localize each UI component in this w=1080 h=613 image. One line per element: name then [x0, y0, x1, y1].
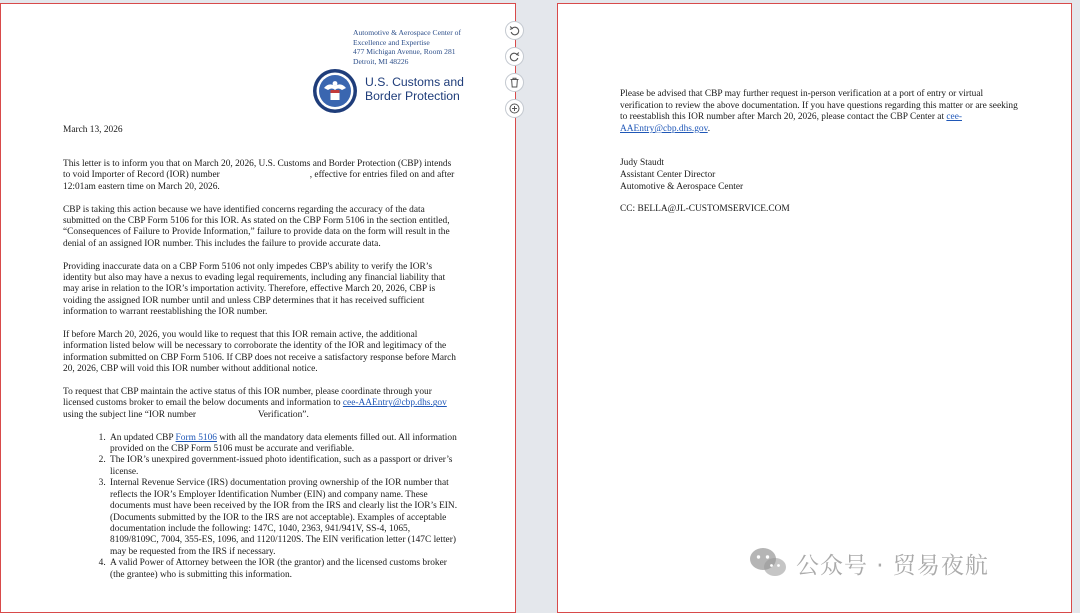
watermark-text: 公众号 · 贸易夜航 — [796, 552, 989, 579]
watermark — [748, 545, 989, 581]
paragraph-text: . — [707, 123, 711, 134]
page-toolbar — [505, 21, 527, 125]
list-item: 2. The IOR’s unexpired government-issued photo identification, such as a passport or driver’s license. — [108, 455, 458, 478]
requirements-list — [63, 433, 458, 581]
rotate-right-button[interactable] — [505, 47, 524, 66]
agency-name-line: Border Protection — [365, 88, 460, 103]
address-line: Automotive & Aerospace Center of — [353, 28, 461, 37]
paragraph-text: using the subject line “IOR number — [63, 409, 197, 420]
trash-icon — [509, 77, 520, 88]
paragraph-text: This letter is to inform you that on March 20, 2026, U.S. Customs and Border Protection (CBP) intends to void Importer of Record (IOR) number — [63, 159, 452, 181]
paragraph-text: To request that CBP maintain the active status of this IOR number, please coordinate through your licensed customs broker to email the below documents and information to — [63, 387, 432, 409]
paragraph-text: Verification”. — [258, 409, 309, 420]
wechat-icon — [748, 546, 788, 580]
letter-body — [63, 159, 458, 581]
email-link[interactable]: cee-AAEntry@cbp.dhs.gov — [620, 112, 962, 134]
cc-line: CC: BELLA@JL-CUSTOMSERVICE.COM — [620, 204, 790, 215]
letterhead-address — [353, 28, 503, 66]
form-link[interactable]: Form 5106 — [175, 432, 217, 443]
rotate-left-icon — [509, 25, 520, 36]
list-item — [108, 433, 458, 456]
signature-block — [620, 158, 1020, 193]
rotate-right-icon — [509, 51, 520, 62]
document-page-2 — [557, 3, 1072, 613]
delete-page-button[interactable] — [505, 73, 524, 92]
agency-name-line: U.S. Customs and — [365, 75, 464, 89]
letter-date: March 13, 2026 — [63, 125, 123, 135]
paragraph — [63, 387, 458, 421]
agency-name — [365, 76, 505, 103]
paragraph: Providing inaccurate data on a CBP Form 5106 not only impedes CBP's ability to verify the IOR’s identity but also may have a nexus to evading legal requirements, including any financial liability that may arise in relation to the IOR’s importation activity. Therefore, effective March 20, 2026, CBP is voiding the assigned IOR number until and unless CBP determines that it has received sufficient information to warrant reestablishing the IOR number. — [63, 261, 446, 318]
signer-org: Automotive & Aerospace Center — [620, 181, 744, 192]
letter-body-continued — [620, 89, 1020, 216]
rotate-left-button[interactable] — [505, 21, 524, 40]
list-item: 3. Internal Revenue Service (IRS) documentation proving ownership of the IOR number that reflects the IOR’s Employer Identification Number (EIN) and company name. These documents must have been received by the IOR from the IRS and clearly list the IOR’s EIN. (Documents submitted by the IOR to the IRS are not acceptable). Examples of acceptable documentation include the following: 147C, 1040, 2363, 941/941V, SS-4, 1065, 8109/8109C, 7004, 355-ES, 1096, and 1120/1120S. The EIN verification letter (147C letter) may be requested from the IRS if necessary. — [108, 478, 458, 558]
list-item: 4. A valid Power of Attorney between the IOR (the grantor) and the licensed customs broker (the grantee) who is submitting this information. — [108, 558, 458, 581]
email-link[interactable]: cee-AAEntry@cbp.dhs.gov — [342, 398, 447, 409]
list-item-text: An updated CBP — [110, 432, 176, 443]
paragraph-text: Please be advised that CBP may further request in-person verification at a port of entry or virtual verification to review the above documentation. If you have questions regarding this matter or are seeking to reestablish this IOR number after March 20, 2026, please contact the CBP Center at — [620, 89, 1018, 123]
address-line: 477 Michigan Avenue, Room 281 — [353, 47, 456, 57]
add-page-button[interactable] — [505, 99, 524, 118]
signer-name: Judy Staudt — [620, 158, 665, 169]
list-item-text: with all the mandatory data elements filled out. All information provided on the CBP Form 5106 must be accurate and verifiable. — [110, 432, 457, 455]
plus-circle-icon — [509, 103, 520, 114]
document-page-1 — [0, 3, 516, 613]
paragraph: If before March 20, 2026, you would like to request that this IOR remain active, the additional information listed below will be necessary to corroborate the identity of the IOR and legitimacy of the information submitted on CBP Form 5106. If CBP does not receive a satisfactory response before March 20, 2026, CBP will void this IOR number without additional notice. — [63, 330, 456, 375]
dhs-seal-icon — [312, 68, 358, 114]
paragraph: CBP is taking this action because we have identified concerns regarding the accuracy of the data submitted on the CBP Form 5106 for this IOR. As stated on the CBP Form 5106 in the section entitled, “Consequences of Failure to Provide Information,” failure to provide data on the form will result in the denial of an assigned IOR number. This includes the failure to provide accurate data. — [63, 204, 450, 249]
address-line: Detroit, MI 48226 — [353, 56, 409, 66]
address-line: Excellence and Expertise — [353, 37, 430, 47]
paragraph-text: , effective for entries filed on and after 12:01am eastern time on March 20, 2026. — [63, 170, 455, 192]
signer-title: Assistant Center Director — [620, 169, 716, 180]
paragraph — [620, 89, 1020, 135]
paragraph — [63, 159, 458, 193]
